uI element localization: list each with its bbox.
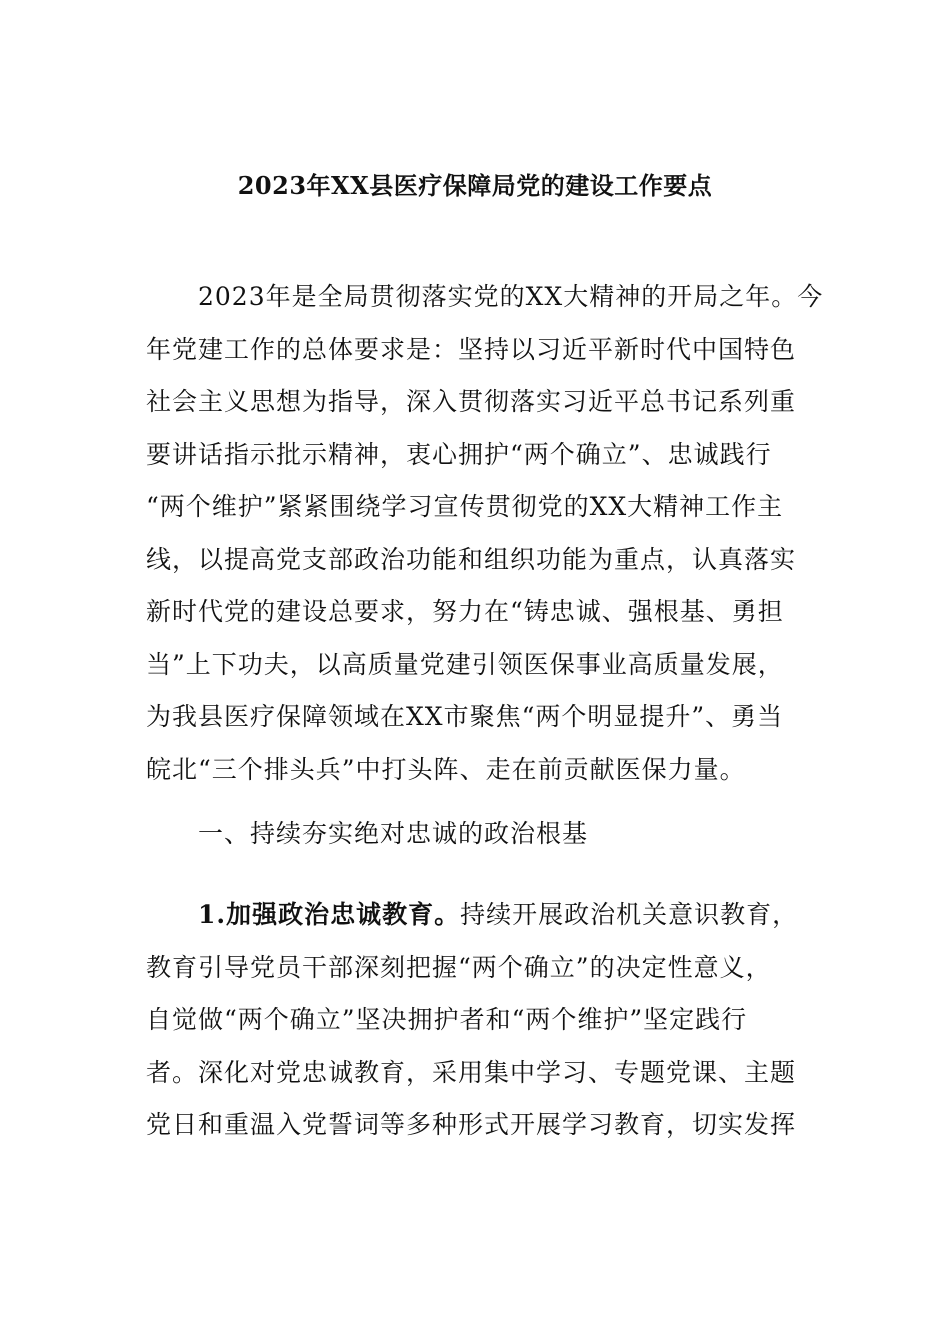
item1-line: 自觉做“两个确立”坚决拥护者和“两个维护”坚定践行 [146, 1005, 748, 1034]
intro-line: “两个维护”紧紧围绕学习宣传贯彻党的XX大精神工作主 [146, 492, 784, 521]
intro-paragraph [146, 271, 824, 796]
item1-line: 教育引导党员干部深刻把握“两个确立”的决定性意义， [146, 952, 772, 982]
intro-line: 当”上下功夫，以高质量党建引领医保事业高质量发展， [146, 649, 784, 679]
intro-line: 皖北“三个排头兵”中打头阵、走在前贡献医保力量。 [146, 754, 746, 784]
item1-line: 党日和重温入党誓词等多种形式开展学习教育，切实发挥 [146, 1110, 797, 1139]
intro-line: 为我县医疗保障领域在XX市聚焦“两个明显提升”、勇当 [146, 702, 784, 731]
intro-line: 年党建工作的总体要求是：坚持以习近平新时代中国特色 [146, 334, 797, 364]
intro-line: 新时代党的建设总要求，努力在“铸忠诚、强根基、勇担 [146, 597, 784, 626]
intro-line: 2023年是全局贯彻落实党的XX大精神的开局之年。今 [198, 282, 824, 311]
intro-line: 社会主义思想为指导，深入贯彻落实习近平总书记系列重 [146, 387, 797, 416]
section-heading: 一、持续夯实绝对忠诚的政治根基 [198, 819, 589, 848]
item1-label: 1.加强政治忠诚教育。 [198, 900, 461, 929]
intro-line: 线，以提高党支部政治功能和组织功能为重点，认真落实 [146, 544, 797, 574]
item1-first-line-text: 持续开展政治机关意识教育， [460, 900, 799, 929]
item1-paragraph [146, 889, 806, 1152]
document-title: 2023年XX县医疗保障局党的建设工作要点 [237, 171, 713, 200]
intro-line: 要讲话指示批示精神，衷心拥护“两个确立”、忠诚践行 [146, 439, 772, 469]
item1-line: 者。深化对党忠诚教育，采用集中学习、专题党课、主题 [146, 1057, 797, 1087]
item1-first-line [146, 889, 806, 942]
